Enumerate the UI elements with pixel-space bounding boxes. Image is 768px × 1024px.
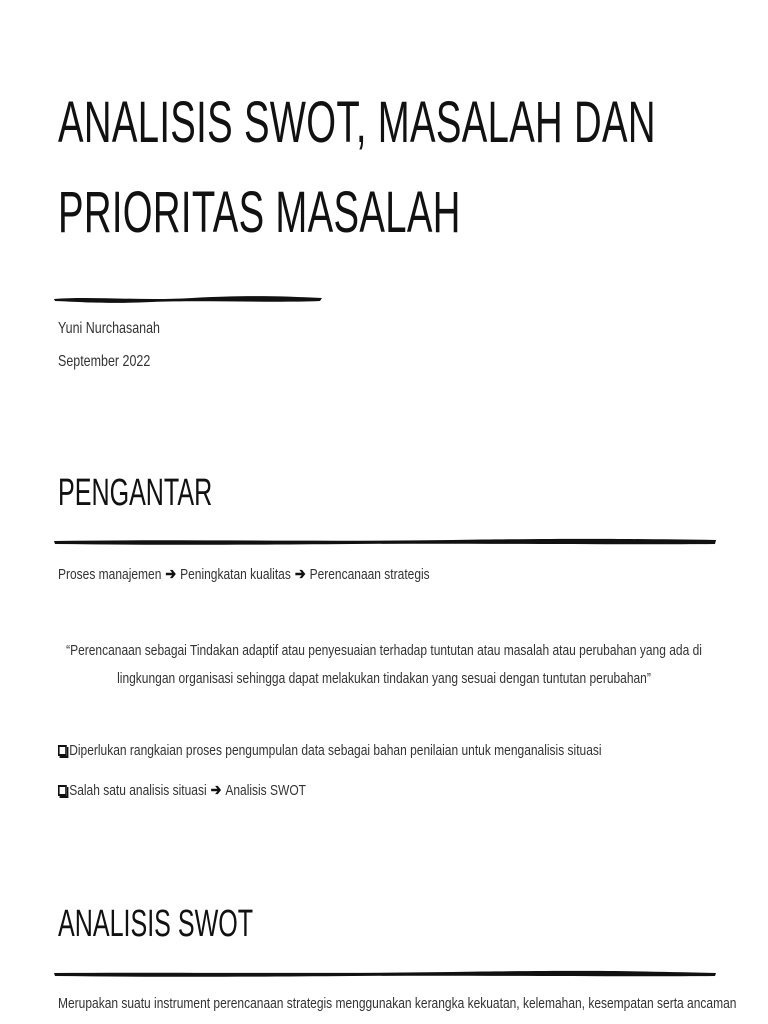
planning-quote	[40, 637, 728, 693]
arrow-right-icon: ➔	[210, 782, 222, 799]
bullet-text-2-target: Analisis SWOT	[225, 781, 307, 799]
checkbox-icon	[58, 745, 67, 756]
quote-line-1: “Perencanaan sebagai Tindakan adaptif atau penyesuaian terhadap tuntutan atau masalah atau perubahan yang ada di	[66, 642, 702, 659]
bullet-item-2	[58, 780, 306, 800]
flow-step-3: Perencanaan strategis	[309, 565, 430, 583]
author-name: Yuni Nurchasanah	[58, 320, 160, 337]
title-line-2: PRIORITAS MASALAH	[58, 180, 461, 245]
swot-definition: Merupakan suatu instrument perencanaan strategis menggunakan kerangka kekuatan, kelemahan, kesempatan serta ancaman	[58, 995, 737, 1012]
section-heading-analisis-swot: ANALISIS SWOT	[58, 903, 254, 945]
section-rule-pengantar	[52, 535, 718, 547]
arrow-right-icon: ➔	[165, 566, 177, 583]
flow-step-2: Peningkatan kualitas	[180, 565, 291, 583]
title-line-1: ANALISIS SWOT, MASALAH DAN	[58, 90, 656, 155]
section-heading-pengantar: PENGANTAR	[58, 472, 213, 514]
checkbox-icon	[58, 785, 67, 796]
bullet-text-2-prefix: Salah satu analisis situasi	[69, 781, 207, 799]
arrow-right-icon: ➔	[294, 566, 306, 583]
title-underline	[52, 292, 324, 304]
flow-step-1: Proses manajemen	[58, 565, 162, 583]
bullet-item-1	[58, 742, 602, 759]
bullet-text-1: Diperlukan rangkaian proses pengumpulan data sebagai bahan penilaian untuk menganalisis situasi	[69, 742, 602, 759]
document-title	[58, 78, 738, 258]
process-flow	[58, 564, 430, 584]
quote-line-2: lingkungan organisasi sehingga dapat melakukan tindakan yang sesuai dengan tuntutan perubahan”	[117, 670, 651, 687]
publish-date: September 2022	[58, 353, 151, 370]
section-rule-analisis-swot	[52, 967, 718, 979]
